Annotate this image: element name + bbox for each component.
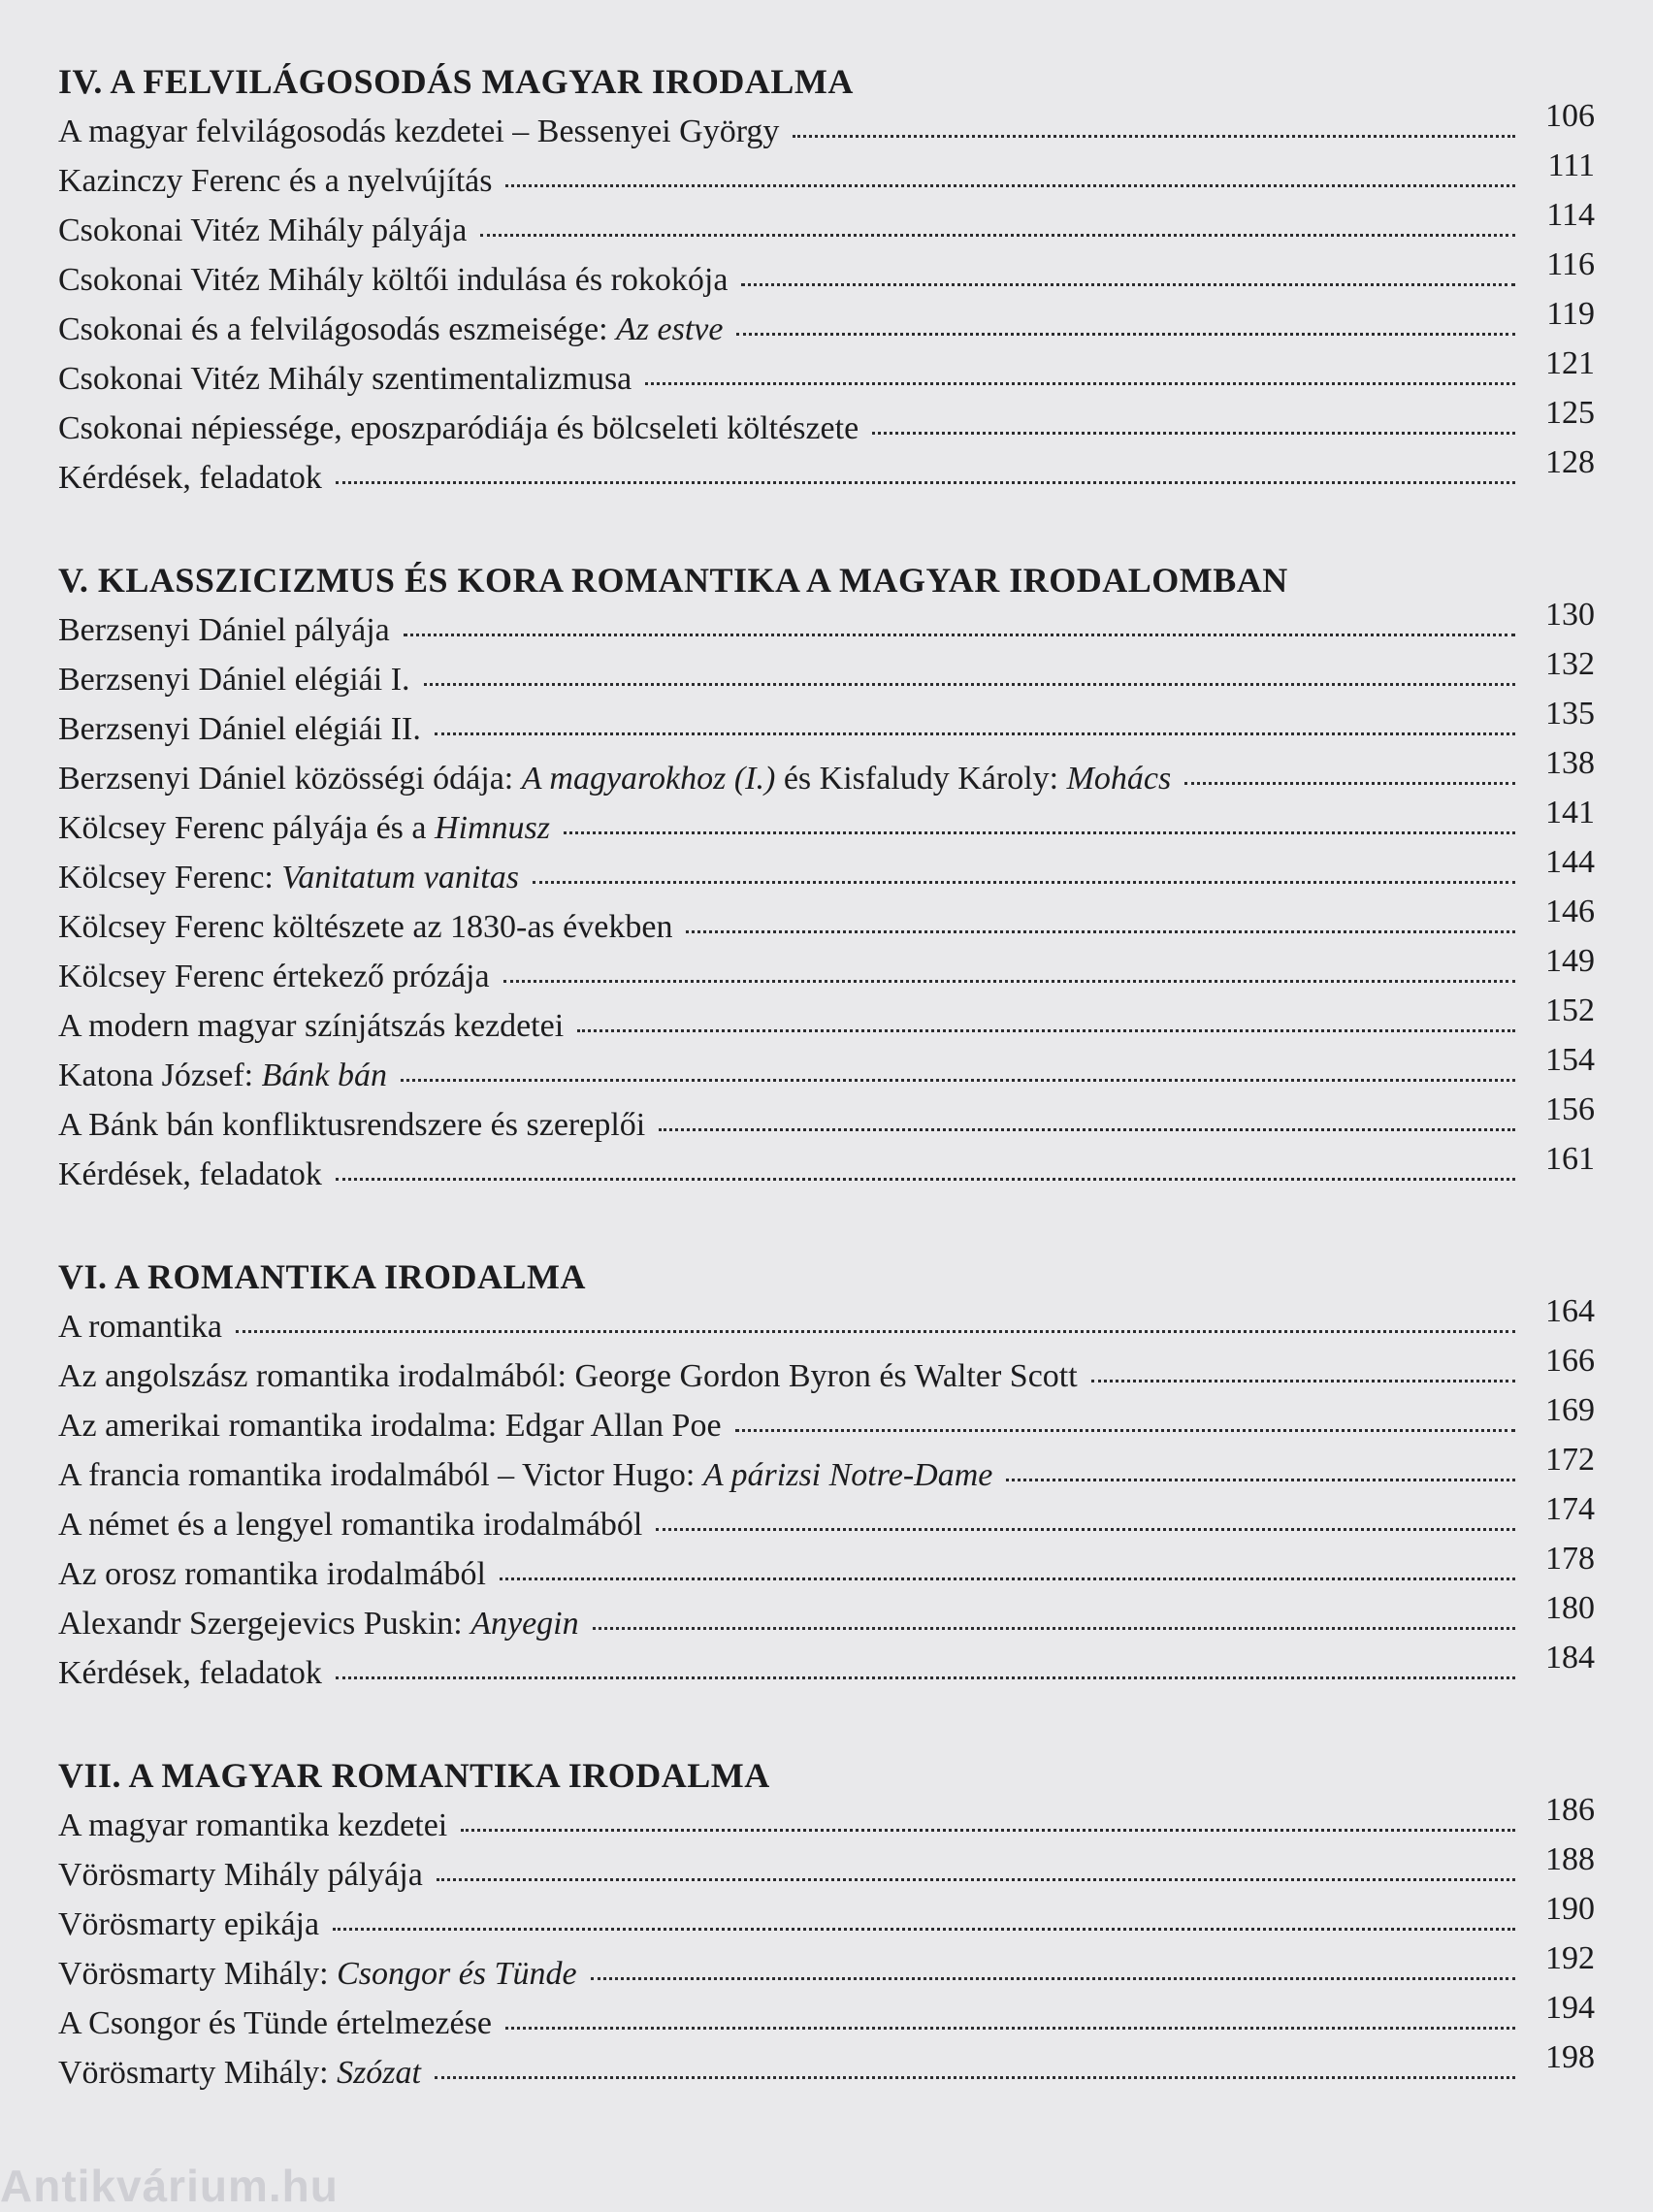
entry-title bbox=[58, 803, 550, 853]
entry-text: Berzsenyi Dániel pályája bbox=[58, 612, 390, 648]
entry-title bbox=[58, 354, 632, 404]
dot-leader bbox=[736, 333, 1515, 336]
entry-text: Katona József: bbox=[58, 1057, 262, 1093]
entry-text: A Csongor és Tünde értelmezése bbox=[58, 2005, 492, 2041]
entry-text-continued: és Kisfaludy Károly: bbox=[775, 761, 1067, 797]
section-title: V. KLASSZICIZMUS ÉS KORA ROMANTIKA A MAGYAR IRODALOMBAN bbox=[58, 561, 1288, 600]
entry-text: Kölcsey Ferenc értekező prózája bbox=[58, 959, 490, 994]
entry-text: Berzsenyi Dániel elégiái I. bbox=[58, 662, 410, 698]
toc-entry[interactable] bbox=[58, 992, 1595, 1051]
dot-leader bbox=[336, 481, 1515, 484]
toc-entry[interactable] bbox=[58, 246, 1595, 305]
entry-text: Csokonai Vitéz Mihály költői indulása és rokokója bbox=[58, 262, 729, 298]
entry-text: Kölcsey Ferenc: bbox=[58, 860, 282, 895]
dot-leader bbox=[401, 1079, 1515, 1082]
dot-leader bbox=[1091, 1380, 1515, 1382]
entry-text: Vörösmarty Mihály: bbox=[58, 2055, 338, 2091]
page-number: 125 bbox=[1545, 395, 1595, 431]
entry-title bbox=[58, 1450, 992, 1500]
entry-title bbox=[58, 754, 1171, 803]
page-number: 161 bbox=[1545, 1141, 1595, 1177]
page-number: 121 bbox=[1545, 345, 1595, 381]
section-title: IV. A FELVILÁGOSODÁS MAGYAR IRODALMA bbox=[58, 62, 854, 101]
dot-leader bbox=[872, 432, 1515, 435]
toc-entry[interactable] bbox=[58, 1293, 1595, 1351]
entry-text: A magyar felvilágosodás kezdetei – Bessenyei György bbox=[58, 114, 780, 149]
page-number: 184 bbox=[1545, 1640, 1595, 1675]
entry-title bbox=[58, 1999, 492, 2048]
toc-entry[interactable] bbox=[58, 1590, 1595, 1648]
page-number: 149 bbox=[1545, 943, 1595, 979]
entry-text: A német és a lengyel romantika irodalmából bbox=[58, 1507, 643, 1543]
page-number: 152 bbox=[1545, 992, 1595, 1028]
page-number: 198 bbox=[1545, 2039, 1595, 2075]
page-number: 141 bbox=[1545, 795, 1595, 830]
toc-entry[interactable] bbox=[58, 395, 1595, 453]
entry-text: Csokonai Vitéz Mihály szentimentalizmusa bbox=[58, 361, 632, 397]
entry-title bbox=[58, 453, 322, 503]
dot-leader bbox=[593, 1627, 1515, 1630]
entry-text: A magyar romantika kezdetei bbox=[58, 1807, 448, 1843]
entry-italic-title: Csongor és Tünde bbox=[337, 1956, 577, 1992]
dot-leader bbox=[533, 881, 1515, 884]
page-number: 194 bbox=[1545, 1990, 1595, 2026]
entry-title bbox=[58, 1949, 577, 1999]
toc-section bbox=[58, 1750, 1595, 2098]
toc-entry[interactable] bbox=[58, 844, 1595, 902]
entry-title bbox=[58, 1801, 447, 1850]
entry-italic-title: Bánk bán bbox=[261, 1057, 387, 1093]
entry-title bbox=[58, 605, 390, 655]
toc-entry[interactable] bbox=[58, 1990, 1595, 2048]
entry-title bbox=[58, 952, 490, 1001]
toc-entry[interactable] bbox=[58, 1640, 1595, 1698]
section-title: VI. A ROMANTIKA IRODALMA bbox=[58, 1257, 587, 1296]
dot-leader bbox=[461, 1829, 1515, 1832]
page-number: 111 bbox=[1547, 147, 1595, 183]
toc-entry[interactable] bbox=[58, 745, 1595, 803]
entry-italic-title: A magyarokhoz (I.) bbox=[521, 761, 776, 797]
page-number: 116 bbox=[1546, 246, 1595, 282]
toc-entry[interactable] bbox=[58, 1541, 1595, 1599]
dot-leader bbox=[404, 634, 1515, 636]
page-number: 135 bbox=[1545, 696, 1595, 732]
toc-section bbox=[58, 1252, 1595, 1698]
dot-leader bbox=[503, 980, 1515, 983]
entry-title bbox=[58, 1001, 564, 1051]
dot-leader bbox=[577, 1029, 1515, 1032]
entry-text: A Bánk bán konfliktusrendszere és szereplői bbox=[58, 1107, 646, 1143]
dot-leader bbox=[505, 2027, 1515, 2030]
page-number: 172 bbox=[1545, 1442, 1595, 1478]
entry-italic-title: Anyegin bbox=[470, 1606, 579, 1642]
entry-text: A modern magyar színjátszás kezdetei bbox=[58, 1008, 565, 1044]
toc-entry[interactable] bbox=[58, 1940, 1595, 1999]
toc-entry[interactable] bbox=[58, 345, 1595, 404]
toc-entry[interactable] bbox=[58, 1841, 1595, 1900]
entry-title bbox=[58, 1900, 319, 1949]
dot-leader bbox=[424, 683, 1515, 686]
entry-title bbox=[58, 853, 519, 902]
page-number: 188 bbox=[1545, 1841, 1595, 1877]
entry-title bbox=[58, 1500, 642, 1549]
toc-entry[interactable] bbox=[58, 795, 1595, 853]
dot-leader bbox=[735, 1429, 1515, 1432]
entry-title bbox=[58, 107, 779, 156]
page-number: 114 bbox=[1546, 197, 1595, 233]
watermark: Antikvárium.hu bbox=[0, 2161, 339, 2211]
entry-text: Csokonai és a felvilágosodás eszmeisége: bbox=[58, 311, 617, 347]
dot-leader bbox=[1184, 782, 1515, 785]
entry-title bbox=[58, 655, 410, 704]
entry-text: Berzsenyi Dániel közösségi ódája: bbox=[58, 761, 522, 797]
dot-leader bbox=[480, 234, 1515, 237]
toc-entry[interactable] bbox=[58, 98, 1595, 156]
dot-leader bbox=[437, 1878, 1515, 1881]
toc-entry[interactable] bbox=[58, 444, 1595, 503]
dot-leader bbox=[1006, 1479, 1515, 1481]
entry-title bbox=[58, 206, 467, 255]
page-number: 192 bbox=[1545, 1940, 1595, 1976]
entry-title bbox=[58, 1100, 645, 1150]
entry-text: Az orosz romantika irodalmából bbox=[58, 1556, 486, 1592]
toc-section bbox=[58, 555, 1595, 1199]
toc-entry[interactable] bbox=[58, 2039, 1595, 2098]
page-number: 190 bbox=[1545, 1891, 1595, 1927]
dot-leader bbox=[659, 1128, 1515, 1131]
entry-italic-title: Himnusz bbox=[435, 810, 551, 846]
toc-entry[interactable] bbox=[58, 1343, 1595, 1401]
dot-leader bbox=[505, 184, 1515, 187]
entry-title bbox=[58, 1351, 1078, 1401]
dot-leader bbox=[500, 1578, 1515, 1580]
dot-leader bbox=[793, 135, 1515, 138]
toc-entry[interactable] bbox=[58, 197, 1595, 255]
entry-text: Berzsenyi Dániel elégiái II. bbox=[58, 711, 421, 747]
entry-title bbox=[58, 1549, 486, 1599]
entry-text: Kérdések, feladatok bbox=[58, 460, 322, 496]
dot-leader bbox=[336, 1676, 1515, 1679]
entry-text: Alexandr Szergejevics Puskin: bbox=[58, 1606, 471, 1642]
entry-text: Kérdések, feladatok bbox=[58, 1156, 322, 1192]
dot-leader bbox=[435, 2076, 1515, 2079]
entry-text: A romantika bbox=[58, 1309, 223, 1345]
toc-entry[interactable] bbox=[58, 1091, 1595, 1150]
entry-text: Csokonai népiessége, eposzparódiája és bölcseleti költészete bbox=[58, 410, 859, 446]
dot-leader bbox=[686, 930, 1515, 933]
entry-title bbox=[58, 1599, 579, 1648]
page-number: 180 bbox=[1545, 1590, 1595, 1626]
page-number: 132 bbox=[1545, 646, 1595, 682]
entry-text: Kazinczy Ferenc és a nyelvújítás bbox=[58, 163, 493, 199]
dot-leader bbox=[236, 1330, 1515, 1333]
page-number: 144 bbox=[1545, 844, 1595, 880]
toc-entry[interactable] bbox=[58, 1442, 1595, 1500]
entry-italic-title: A párizsi Notre-Dame bbox=[702, 1457, 993, 1493]
entry-title bbox=[58, 305, 723, 354]
dot-leader bbox=[435, 732, 1515, 735]
table-of-contents bbox=[58, 56, 1595, 2150]
entry-text: Kölcsey Ferenc költészete az 1830-as években bbox=[58, 909, 673, 945]
page-number: 156 bbox=[1545, 1091, 1595, 1127]
toc-entry[interactable] bbox=[58, 1491, 1595, 1549]
entry-text: Kölcsey Ferenc pályája és a bbox=[58, 810, 435, 846]
entry-italic-title-2: Mohács bbox=[1066, 761, 1172, 797]
toc-entry[interactable] bbox=[58, 696, 1595, 754]
toc-entry[interactable] bbox=[58, 1042, 1595, 1100]
dot-leader bbox=[591, 1977, 1515, 1980]
entry-title bbox=[58, 1302, 222, 1351]
entry-title bbox=[58, 404, 859, 453]
dot-leader bbox=[645, 382, 1515, 385]
toc-entry[interactable] bbox=[58, 646, 1595, 704]
toc-entry[interactable] bbox=[58, 943, 1595, 1001]
entry-italic-title: Szózat bbox=[337, 2055, 421, 2091]
dot-leader bbox=[741, 283, 1515, 286]
entry-text: Vörösmarty epikája bbox=[58, 1906, 320, 1942]
dot-leader bbox=[336, 1178, 1515, 1181]
entry-text: Kérdések, feladatok bbox=[58, 1655, 322, 1691]
entry-title bbox=[58, 704, 421, 754]
toc-entry[interactable] bbox=[58, 1392, 1595, 1450]
entry-title bbox=[58, 1401, 722, 1450]
section-title: VII. A MAGYAR ROMANTIKA IRODALMA bbox=[58, 1756, 770, 1795]
entry-title bbox=[58, 1150, 322, 1199]
entry-italic-title: Az estve bbox=[616, 311, 724, 347]
toc-entry[interactable] bbox=[58, 147, 1595, 206]
entry-text: Csokonai Vitéz Mihály pályája bbox=[58, 212, 468, 248]
page-number: 106 bbox=[1545, 98, 1595, 134]
entry-title bbox=[58, 2048, 421, 2098]
page-number: 169 bbox=[1545, 1392, 1595, 1428]
page-number: 178 bbox=[1545, 1541, 1595, 1577]
toc-entry[interactable] bbox=[58, 1141, 1595, 1199]
entry-title bbox=[58, 255, 728, 305]
entry-text: Az angolszász romantika irodalmából: George Gordon Byron és Walter Scott bbox=[58, 1358, 1078, 1394]
page-number: 154 bbox=[1545, 1042, 1595, 1078]
toc-entry[interactable] bbox=[58, 1792, 1595, 1850]
entry-title bbox=[58, 902, 672, 952]
entry-title bbox=[58, 1850, 423, 1900]
page-number: 146 bbox=[1545, 894, 1595, 929]
toc-section bbox=[58, 56, 1595, 503]
page-number: 174 bbox=[1545, 1491, 1595, 1527]
page-number: 138 bbox=[1545, 745, 1595, 781]
page-number: 186 bbox=[1545, 1792, 1595, 1828]
entry-italic-title: Vanitatum vanitas bbox=[281, 860, 519, 895]
entry-title bbox=[58, 156, 492, 206]
dot-leader bbox=[564, 831, 1515, 834]
page-number: 164 bbox=[1545, 1293, 1595, 1329]
page-number: 166 bbox=[1545, 1343, 1595, 1379]
entry-title bbox=[58, 1051, 387, 1100]
entry-text: A francia romantika irodalmából – Victor Hugo: bbox=[58, 1457, 703, 1493]
entry-text: Vörösmarty Mihály: bbox=[58, 1956, 338, 1992]
toc-entry[interactable] bbox=[58, 597, 1595, 655]
page-number: 130 bbox=[1545, 597, 1595, 633]
toc-entry[interactable] bbox=[58, 296, 1595, 354]
entry-text: Vörösmarty Mihály pályája bbox=[58, 1857, 423, 1893]
page-number: 119 bbox=[1546, 296, 1595, 332]
dot-leader bbox=[656, 1528, 1515, 1531]
entry-text: Az amerikai romantika irodalma: Edgar Allan Poe bbox=[58, 1408, 722, 1444]
entry-title bbox=[58, 1648, 322, 1698]
toc-entry[interactable] bbox=[58, 894, 1595, 952]
toc-entry[interactable] bbox=[58, 1891, 1595, 1949]
page-number: 128 bbox=[1545, 444, 1595, 480]
dot-leader bbox=[333, 1928, 1515, 1931]
